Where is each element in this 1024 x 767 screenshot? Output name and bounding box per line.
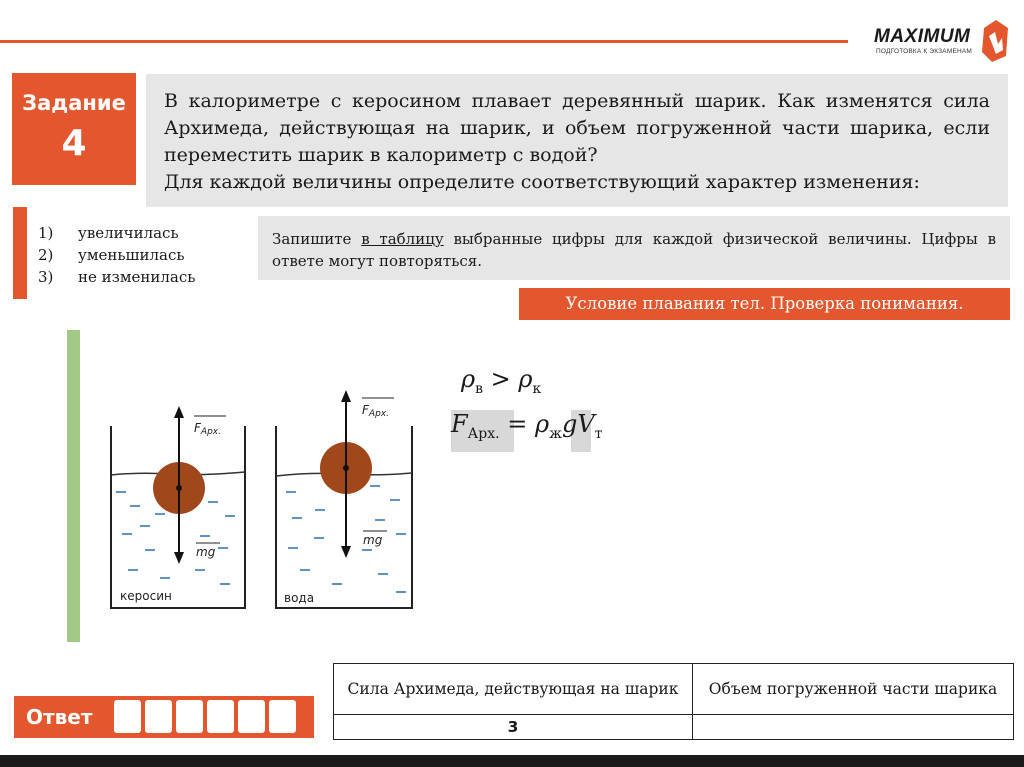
value-force[interactable]: 3 xyxy=(334,715,693,740)
formula-archimedes: $F_{Арх.} = \rho_жgV_т$ xyxy=(451,410,603,442)
instruction-panel: Запишите в таблицу выбранные цифры для каждой физической величины. Цифры в ответе могут повторяться. xyxy=(258,216,1010,280)
options-accent-bar xyxy=(13,207,27,299)
label-mg-right: mg xyxy=(363,533,383,547)
answer-cell[interactable] xyxy=(145,700,172,733)
label-f-arch-right: FАрх. xyxy=(362,403,389,419)
options-list xyxy=(38,222,195,288)
calorimeter-diagram xyxy=(100,388,430,618)
header-rule xyxy=(0,40,848,43)
answer-label: Ответ xyxy=(26,705,93,729)
value-volume[interactable] xyxy=(693,715,1014,740)
header-volume: Объем погруженной части шарика xyxy=(693,664,1014,715)
task-badge xyxy=(12,73,136,185)
question-panel xyxy=(146,74,1008,207)
formula-density-compare: $\rho_в > \rho_к$ xyxy=(461,365,542,397)
question-prompt: Для каждой величины определите соответствующий характер изменения: xyxy=(164,171,920,193)
option-item: 2) уменьшилась xyxy=(38,246,185,264)
task-label: Задание xyxy=(22,91,126,115)
answer-cell[interactable] xyxy=(269,700,296,733)
label-water: вода xyxy=(284,591,315,605)
answer-cell[interactable] xyxy=(238,700,265,733)
header-force: Сила Архимеда, действующая на шарик xyxy=(334,664,693,715)
topic-banner: Условие плавания тел. Проверка понимания. xyxy=(519,288,1010,320)
question-text: В калориметре с керосином плавает деревянный шарик. Как изменятся сила Архимеда, действующая на шарик, и объем погруженной части шарика, если переместить шарик в калориметр с водой? xyxy=(164,90,990,166)
answer-cell[interactable] xyxy=(114,700,141,733)
logo-tagline: ПОДГОТОВКА К ЭКЗАМЕНАМ xyxy=(876,48,973,55)
footer-bar xyxy=(0,755,1024,767)
logo-name: MAXIMUM xyxy=(874,26,971,47)
label-kerosene: керосин xyxy=(120,589,172,603)
instruction-table-ref: в таблицу xyxy=(361,230,444,248)
answer-cell[interactable] xyxy=(207,700,234,733)
task-number: 4 xyxy=(61,123,87,164)
label-f-arch-left: FАрх. xyxy=(194,421,221,437)
answer-table xyxy=(333,663,1014,740)
answer-cell[interactable] xyxy=(176,700,203,733)
label-mg-left: mg xyxy=(196,545,216,559)
option-item: 1) увеличилась xyxy=(38,224,179,242)
side-accent-bar xyxy=(67,330,80,642)
option-item: 3) не изменилась xyxy=(38,268,196,286)
